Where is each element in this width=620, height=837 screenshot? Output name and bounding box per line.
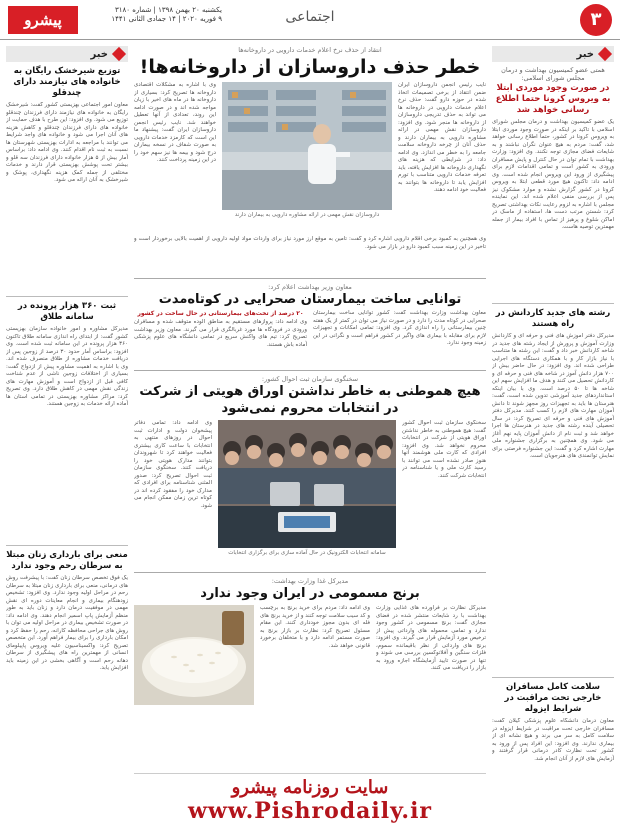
news-bar-label: خبر: [90, 48, 108, 60]
lead-body: وی همچنین به کمبود برخی اقلام دارویی اشاره کرد و گفت: تامین به موقع ارز مورد نیاز برای واردات مواد اولیه دارویی از اهمیت بالایی برخوردار است و تاخیر در این زمینه سبب کمبود دارو در بازار می شود.: [134, 236, 486, 250]
election-crowd-photo: [218, 420, 396, 548]
story-title: در صورت وجود موردی ابتلا به ویروس کرونا حتما اطلاع رسانی خواهد شد: [495, 83, 611, 115]
story3-body: سخنگوی سازمان ثبت احوال کشور گفت: هیچ هموطنی به خاطر نداشتن اوراق هویتی از شرکت در انتخابات محروم نخواهد شد. وی افزود: افرادی که کارت ملی هوشمند آنها هنوز صادر نشده است می توانند با رسید کارت ملی و یا شناسنامه در انتخابات شرکت کنند.: [402, 420, 486, 479]
story4-body: مدیرکل نظارت بر فرآورده های غذایی وزارت بهداشت با رد شایعات منتشر شده در فضای مجازی گفت: برنج مسمومی در کشور وجود ندارد و تمامی محموله های وارداتی پیش از ترخیص مورد آزمایش قرار می گیرند. وی افزود: برنج های وارداتی از نظر باقیمانده سموم، فلزات سنگین و آفلاتوکسین بررسی می شوند و تنها در صورت تایید آزمایشگاه اجازه ورود به بازار را دریافت می کنند.: [376, 605, 486, 671]
website-url[interactable]: www.Pishrodaily.ir: [187, 798, 433, 824]
story-body: معاون درمان دانشگاه علوم پزشکی گیلان گفت: مسافران خارجی تحت مراقبت در شرایط ایزوله در سلامت کامل به سر می برند و هیچ نشانه ای از بیماری ندارند. وی افزود: این افراد پس از ورود به کشور تحت نظارت کادر درمانی قرار گرفتند و آزمایش های لازم از آنان انجام شد.: [492, 718, 614, 762]
story-body: مدیرکل دفتر آموزش های فنی و حرفه ای و کاردانش وزارت آموزش و پرورش از ایجاد رشته های جدید در شاخه کاردانش خبر داد و گفت: این رشته ها متناسب با نیاز بازار کار و با همکاری دستگاه های اجرایی طراحی شده اند. وی افزود: در حال حاضر بیش از ۷۰۰ هزار دانش آموز در شاخه های فنی و حرفه ای و کاردانش تحصیل می کنند و هدف ما افزایش سهم این شاخه ها تا ۵۰ درصد است. وی با بیان اینکه استانداردهای جدید آموزشی تدوین شده است، گفت: هنرستان ها باید به تجهیزات روز مجهز شوند تا دانش آموزان مهارت های لازم را کسب کنند. مدیرکل دفتر آموزش های فنی و حرفه ای تصریح کرد: در سال تحصیلی آینده رشته های جدید در هنرستان ها اجرا خواهد شد و ثبت نام از دانش آموزان پایه نهم آغاز می شود. وی همچنین به برگزاری جشنواره ملی مهارت اشاره کرد و گفت: این جشنواره فرصتی برای نمایش توانمندی های هنرجویان است.: [492, 333, 614, 459]
divider: [492, 677, 614, 678]
main-content: [134, 46, 486, 833]
story-title: رشته های جدید کاردانش در راه هستند: [495, 308, 611, 329]
story-body: معاون امور اجتماعی بهزیستی کشور گفت: شیرخشک رایگان به خانواده های نیازمند دارای فرزندان چندقلو توزیع می شود. وی افزود: این طرح با هدف حمایت از خانواده های دارای فرزندان چندقلو و کاهش هزینه های آنان اجرا می شود و خانواده های واجد شرایط می توانند با مراجعه به ادارات بهزیستی شهرستان ها نسبت به ثبت نام اقدام کنند. وی ادامه داد: براساس آمار بیش از ۵ هزار خانواده دارای فرزندان سه قلو و بیشتر تحت پوشش بهزیستی قرار دارند و خدمات مختلفی از جمله کمک هزینه نگهداری، پوشک و شیرخشک به آنان ارائه می شود.: [6, 102, 128, 183]
story3-body: وی ادامه داد: تمامی دفاتر پیشخوان دولت و ادارات ثبت احوال در روزهای منتهی به انتخابات با ساعت کاری بیشتری فعالیت خواهند کرد تا شهروندان بتوانند مدارک هویتی خود را دریافت کنند. سخنگوی سازمان ثبت احوال تصریح کرد: صدور المثنی شناسنامه برای افرادی که مدارک خود را مفقود کرده اند در کوتاه ترین زمان ممکن انجام می شود.: [134, 420, 212, 509]
divider: [134, 370, 486, 371]
photo-caption: داروسازان نقش مهمی در ارائه مشاوره دارویی به بیماران دارند: [234, 212, 380, 218]
rice-photo: [134, 605, 254, 705]
right-news-column: [492, 46, 614, 833]
photo-caption: سامانه انتخابات الکترونیک در حال آماده سازی برای برگزاری انتخابات: [228, 550, 386, 556]
story-title: منعی برای بارداری زنان مبتلا به سرطان رحم وجود ندارد: [6, 550, 128, 571]
left-news-column: [6, 46, 128, 833]
story2-headline: توانایی ساخت بیمارستان صحرایی در کوتاه‌مدت: [158, 292, 462, 307]
story4-kicker: مدیرکل غذا وزارت بهداشت:: [271, 577, 349, 585]
divider: [134, 572, 486, 573]
story2-kicker: معاون وزیر بهداشت اعلام کرد:: [268, 283, 352, 291]
story4-body: وی ادامه داد: مردم برای خرید برنج به برچسب و کد سیب سلامت توجه کنند و از خرید برنج های فله ای بدون مجوز خودداری کنند. این مقام مسئول تصریح کرد: نظارت بر بازار برنج به صورت مستمر ادامه دارد و با متخلفان برخورد قانونی خواهد شد.: [260, 605, 370, 649]
pharmacy-photo: [222, 82, 392, 210]
issue-date: [82, 6, 222, 24]
page-number: ۳: [580, 4, 612, 36]
story3-kicker: سخنگوی سازمان ثبت احوال کشور:: [261, 375, 359, 383]
story3-photo-block: [218, 420, 396, 568]
lead-body: وی با اشاره به مشکلات اقتصادی داروخانه ها تصریح کرد: بسیاری از داروخانه ها در ماه های اخیر با زیان مواجه شده اند و در صورت ادامه این روند، تعدادی از آنها تعطیل خواهند شد. نایب رئیس انجمن داروسازان ایران گفت: پیشنهاد ما این است که کارمزد خدمات دارویی به صورت شفاف در نسخه بیماران درج شود و بیمه ها نیز سهم خود را در این زمینه پرداخت کنند.: [134, 82, 216, 163]
story-body: مدیرکل مشاوره و امور خانواده سازمان بهزیستی کشور گفت: از ابتدای راه اندازی سامانه طلاق تاکنون ۳۶۰ هزار پرونده در این سامانه ثبت شده است. وی افزود: براساس آمار حدود ۳۰ درصد از زوجین پس از دریافت خدمات مشاوره از طلاق منصرف شده اند. وی با اشاره به اهمیت مشاوره پیش از ازدواج گفت: بسیاری از اختلافات زوجین ناشی از عدم شناخت کافی قبل از ازدواج است و آموزش مهارت های زندگی نقش مهمی در کاهش طلاق دارد. وی تصریح کرد: مراکز مشاوره بهزیستی در تمامی استان ها آماده ارائه خدمات به زوجین هستند.: [6, 326, 128, 407]
news-bar: [492, 46, 614, 62]
story-body: یک عضو کمیسیون بهداشت و درمان مجلس شورای اسلامی با تاکید بر اینکه در صورت وجود موردی ابتلا به ویروس کرونا در کشور، حتماً اطلاع رسانی خواهد شد، گفت: مردم به هیچ عنوان نگران نباشند و به شایعات فضای مجازی توجه نکنند. وی افزود: وزارت بهداشت با تمام توان در حال کنترل و پایش مسافران ورودی به کشور است و تمامی اقدامات لازم برای پیشگیری از ورود این ویروس انجام شده است. وی ادامه داد: تاکنون هیچ مورد قطعی ابتلا به ویروس کرونا در کشور گزارش نشده و موارد مشکوک نیز پس از بررسی منفی اعلام شده اند. این نماینده مجلس با اشاره به لزوم رعایت نکات بهداشتی تصریح کرد: شستن مرتب دست ها، استفاده از ماسک در اماکن شلوغ و پرهیز از تماس با افراد بیمار از جمله مهمترین توصیه هاست.: [492, 119, 614, 230]
story-title: توزیع شیرخشک رایگان به خانواده های نیازمند دارای چندقلو: [13, 66, 121, 98]
divider: [492, 303, 614, 304]
website-ad: [134, 773, 486, 833]
diamond-icon: [598, 47, 612, 61]
divider: [6, 296, 128, 297]
divider: [6, 545, 128, 546]
story2-highlight: ۲۰ درصد از تخت‌های بیمارستانی در حال ساخت در کشور: [137, 310, 304, 317]
page-header: [0, 0, 620, 40]
ad-title: سایت روزنامه پیشرو: [231, 777, 389, 798]
newspaper-logo: پیشرو: [8, 6, 78, 34]
story-kicker: همتی عضو کمیسیون بهداشت و درمان مجلس شورای اسلامی:: [501, 66, 605, 82]
divider: [134, 278, 486, 279]
lead-kicker: انتقاد از حذف نرخ اعلام خدمات دارویی در داروخانه‌ها: [238, 46, 382, 54]
story-title: سلامت کامل مسافران خارجی تحت مراقبت در شرایط ایزوله: [504, 682, 602, 714]
story2-body: معاون بهداشت وزارت بهداشت گفت: کشور توانایی ساخت بیمارستان صحرایی در کوتاه مدت را دارد و در صورت نیاز می توان در کمتر از یک هفته چنین بیمارستانی را راه اندازی کرد. وی افزود: تمامی امکانات و تجهیزات لازم برای مقابله با بیماری های واگیر در کشور فراهم است و نگرانی در این زمینه وجود ندارد.: [313, 310, 486, 346]
lead-headline: خطر حذف داروسازان از داروخانه‌ها!: [139, 56, 481, 78]
story2-body: وی ادامه داد: پروازهای مستقیم به مناطق آلوده متوقف شده و مسافران ورودی در فرودگاه ها مورد غربالگری قرار می گیرند. معاون وزیر بهداشت تصریح کرد: تیم های واکنش سریع در تمامی دانشگاه های علوم پزشکی آماده باش هستند.: [134, 319, 307, 348]
story-title: ثبت ۳۶۰ هزار پرونده در سامانه طلاق: [17, 301, 117, 322]
news-bar: [6, 46, 128, 62]
story-body: یک فوق تخصص سرطان زنان گفت: با پیشرفت روش های درمانی، منعی برای بارداری زنان مبتلا به سرطان رحم در مراحل اولیه وجود ندارد. وی افزود: تشخیص زودهنگام بیماری و انجام معاینات دوره ای نقش مهمی در موفقیت درمان دارد و زنان باید به طور منظم آزمایش پاپ اسمیر انجام دهند. وی ادامه داد: در صورت تشخیص بیماری در مراحل اولیه می توان با روش های جراحی محافظه کارانه، رحم را حفظ کرد و امکان بارداری را برای بیمار فراهم آورد. این متخصص تصریح کرد: واکسیناسیون علیه ویروس پاپیلومای انسانی از مهمترین راه های پیشگیری از سرطان دهانه رحم است و آگاهی بخشی در این زمینه باید افزایش یابد.: [6, 575, 128, 671]
lead-body: نایب رئیس انجمن داروسازان ایران ضمن انتقاد از برخی تصمیمات اتخاذ شده در حوزه دارو گفت: حذف نرخ اعلام خدمات دارویی در داروخانه ها می تواند به حذف تدریجی داروسازان از داروخانه ها منجر شود. وی افزود: داروسازان نقش مهمی در ارائه مشاوره دارویی به بیماران دارند و حذف آنان از چرخه داروخانه سلامت جامعه را به خطر می اندازد. وی ادامه داد: در شرایطی که هزینه های نگهداری داروخانه ها افزایش یافته، باید تعرفه خدمات دارویی متناسب با تورم افزایش یابد تا داروخانه ها بتوانند به فعالیت خود ادامه دهند.: [398, 82, 486, 193]
issue-date-line1: یکشنبه ۲۰ بهمن ۱۳۹۸ | شماره ۳۱۸۰: [114, 6, 222, 14]
lead-photo-block: [222, 82, 392, 234]
story4-headline: برنج مسمومی در ایران وجود ندارد: [200, 586, 420, 601]
story2-body-right: [134, 310, 307, 366]
diamond-icon: [112, 47, 126, 61]
story3-headline: هیچ هموطنی به خاطر نداشتن اوراق هویتی از شرکت در انتخابات محروم نمی‌شود: [139, 384, 481, 416]
issue-date-line2: ۹ فوریه ۲۰۲۰ | ۱۴ جمادی الثانی ۱۴۴۱: [111, 15, 222, 23]
section-title: اجتماعی: [285, 9, 335, 25]
news-bar-label: خبر: [576, 48, 594, 60]
